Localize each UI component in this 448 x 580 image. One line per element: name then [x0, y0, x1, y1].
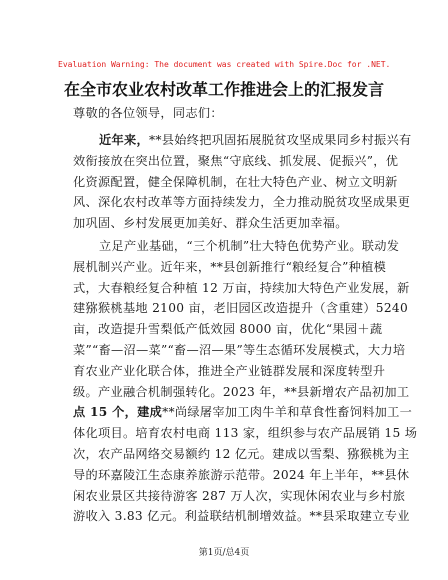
text-run: 化资源配置，健全保障机制，在壮大特色产业、树立文明新 [73, 174, 398, 189]
text-line [73, 466, 409, 483]
text-line [99, 237, 399, 254]
text-run: 导的环嘉陵江生态康养旅游示范带。2024 年上半年，**县休 [73, 467, 410, 482]
text-line [73, 487, 405, 504]
text-line [73, 173, 398, 190]
text-line [73, 214, 348, 231]
text-line [73, 424, 417, 441]
text-run: 次，农产品网络交易额约 12 亿元。建成以雪梨、猕猴桃为主 [73, 447, 410, 461]
text-line [73, 193, 410, 210]
text-run: 效衔接放在突出位置，聚焦“守底线、抓发展、促振兴”，优 [73, 153, 399, 168]
text-run: 体化项目。培育农村电商 113 家，组织参与农产品展销 15 场 [73, 426, 418, 441]
text-line [73, 152, 398, 169]
text-line [73, 403, 412, 420]
text-run: 亩，改造提升雪梨低产低效园 8000 亩，优化“果园＋蔬 [73, 322, 383, 337]
text-line [73, 279, 410, 296]
text-line [73, 341, 405, 358]
text-line [73, 383, 409, 400]
bold-text: 近年来， [99, 133, 149, 147]
page-title: 在全市农业农村改革工作推进会上的汇报发言 [63, 80, 384, 99]
text-run: 加巩固、乡村发展更加美好、群众生活更加幸福。 [73, 216, 348, 231]
greeting: 尊敬的各位领导，同志们： [73, 106, 223, 120]
text-line [73, 299, 408, 316]
text-line [73, 445, 410, 462]
text-run: 育农业产业化联合体，推进全产业链群发展和深度转型升 [73, 363, 386, 378]
text-run: 建猕猴桃基地 2100 亩，老旧园区改造提升（含重建）5240 [73, 301, 409, 316]
text-run: 风、深化农村改革等方面持续发力，全力推动脱贫攻坚成果更 [73, 195, 411, 210]
text-run: **尚绿屠宰加工肉牛羊和草食性畜饲料加工一 [162, 405, 413, 420]
text-run: 级。产业融合机制强转化。2023 年，**县新增农产品初加工 [73, 384, 410, 399]
text-run: 式，大春粮经复合种植 12 万亩，持续加大特色产业发展，新 [73, 280, 410, 295]
text-line [73, 362, 385, 379]
text-line [73, 258, 386, 275]
text-run: 立足产业基础，“三个机制”壮大特色优势产业。联动发 [99, 239, 400, 253]
text-run: 展机制兴产业。近年来，**县创新推行“粮经复合”种植模 [73, 259, 387, 274]
bold-text: 点 15 个，建成 [73, 405, 163, 420]
text-line [99, 131, 412, 148]
text-run: 闲农业景区共接待游客 287 万人次，实现休闲农业与乡村旅 [73, 488, 406, 503]
text-run: 菜”“畜—沼—菜”“畜—沼—果”等生态循环发展模式，大力培 [73, 343, 406, 357]
text-line [73, 320, 382, 337]
text-run: **县始终把巩固拓展脱贫攻坚成果同乡村振兴有 [148, 133, 412, 147]
text-run: 游收入 3.83 亿元。利益联结机制增效益。**县采取建立专业 [73, 509, 410, 524]
evaluation-warning: Evaluation Warning: The document was created with Spire.Doc for .NET. [58, 60, 391, 69]
page-footer: 第1页/总4页 [198, 548, 250, 558]
text-line [73, 507, 410, 524]
